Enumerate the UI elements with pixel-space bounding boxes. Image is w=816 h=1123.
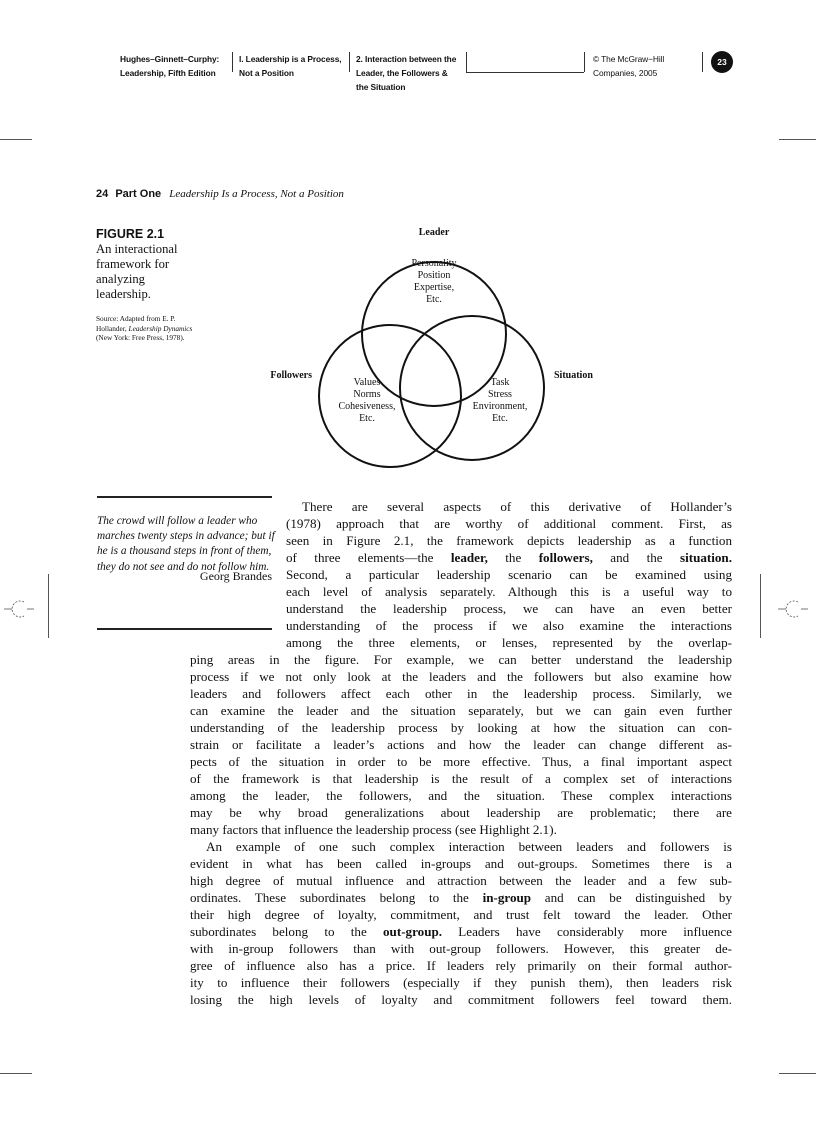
term-in-group: in-group [482, 890, 532, 905]
crop-mark [48, 574, 49, 638]
body-line: with in-group followers than with out-group followers. However, this greater de- [190, 941, 732, 956]
body-line: ity to influence their followers (especially if they punish them), then leaders risk [190, 975, 732, 990]
body-line: of three elements—the leader, the followers, and the situation. [286, 550, 732, 565]
body-line: An example of one such complex interaction between leaders and followers is [206, 839, 732, 854]
figure-source-prefix: Source: Adapted from E. P. Hollander, [96, 314, 176, 333]
body-line: may be why broad generalizations about leadership are problematic; there are [190, 805, 732, 820]
term-leader: leader, [450, 550, 488, 565]
leader-item: Position [417, 270, 451, 281]
figure-label: FIGURE 2.1 [96, 227, 165, 241]
followers-label: Followers [270, 370, 312, 381]
situation-item: Environment, [472, 401, 528, 412]
header-chapter: 2. Interaction between the Leader, the Followers & the Situation [356, 54, 457, 92]
leader-item: Etc. [426, 294, 442, 305]
running-head-page-number: 24 [96, 188, 109, 200]
header-copyright: © The McGraw−Hill Companies, 2005 [593, 54, 665, 78]
registration-mark-icon [4, 594, 34, 624]
body-line: can examine the leader and the situation separately, but we can gain even further [190, 703, 732, 718]
running-head-title: Leadership Is a Process, Not a Position [169, 188, 344, 200]
body-line: among the three elements, or lenses, represented by the overlap- [286, 635, 732, 650]
body-line: understanding of the leadership process by looking at how the situation can con- [190, 720, 732, 735]
crop-mark [0, 139, 32, 140]
body-line: subordinates belong to the out-group. Leaders have considerably more influence [190, 924, 732, 939]
followers-circle [319, 325, 461, 467]
header-book-title: Hughes–Ginnett–Curphy: Leadership, Fifth Edition [120, 54, 220, 78]
sidebar-quote: The crowd will follow a leader who marches twenty steps in advance; but if he is a thousand steps in front of them, they do not see and do not follow him. [97, 515, 275, 573]
term-followers: followers, [538, 550, 593, 565]
body-line: process if we not only look at the leaders and the followers but also examine how [190, 669, 732, 684]
body-line: There are several aspects of this derivative of Hollander’s [302, 499, 732, 514]
running-head-part: Part One [115, 188, 162, 200]
body-line: their high degree of loyalty, commitment, and trust felt toward the leader. Other [190, 907, 732, 922]
body-line: Second, a particular leadership scenario can be examined using [286, 567, 732, 582]
venn-diagram [260, 220, 610, 470]
figure-source [96, 314, 196, 343]
body-line: many factors that influence the leadership process (see Highlight 2.1). [190, 822, 557, 837]
body-line: each level of analysis separately. Although this is a useful way to [286, 584, 732, 599]
situation-item: Stress [488, 389, 512, 400]
registration-mark-icon [778, 594, 808, 624]
figure-source-suffix: (New York: Free Press, 1978). [96, 333, 185, 343]
body-line: of the framework is that leadership is the result of a complex set of interactions [190, 771, 732, 786]
body-line: strain or facilitate a leader’s actions and how the leader can change different as- [190, 737, 732, 752]
body-line: among the leader, the followers, and the situation. These complex interactions [190, 788, 732, 803]
header-divider [232, 52, 233, 72]
header-part: I. Leadership is a Process, Not a Position [239, 54, 342, 78]
body-line: ping areas in the figure. For example, we can better understand the leadership [190, 652, 732, 667]
running-head [96, 188, 344, 200]
quote-author: Georg Brandes [199, 569, 272, 583]
header-divider [466, 52, 467, 72]
situation-item: Etc. [492, 413, 508, 424]
body-line: losing the high levels of loyalty and commitment followers feel toward them. [190, 992, 732, 1007]
followers-item: Etc. [359, 413, 375, 424]
body-line: leaders and followers affect each other in the leadership process. Similarly, we [190, 686, 732, 701]
book-header [112, 52, 752, 98]
figure-source-title: Leadership Dynamics [128, 323, 193, 333]
body-line: (1978) approach that are worthy of additional comment. First, as [286, 516, 732, 531]
header-divider [349, 52, 350, 72]
header-rule [466, 72, 584, 73]
situation-item: Task [490, 377, 510, 388]
situation-circle [400, 316, 544, 460]
leader-item: Personality [411, 258, 457, 269]
crop-mark [779, 1073, 816, 1074]
crop-mark [760, 574, 761, 638]
body-line: understanding of the process if we also examine the interactions [286, 618, 732, 633]
quote-rule-top [97, 496, 272, 498]
term-out-group: out-group. [383, 924, 443, 939]
figure-caption: An interactional framework for analyzing leadership. [96, 242, 178, 301]
followers-item: Cohesiveness, [338, 401, 396, 412]
body-line: gree of influence also has a price. If leaders rely primarily on their formal author- [190, 958, 732, 973]
crop-mark [779, 139, 816, 140]
body-line: understand the leadership process, we can have an even better [286, 601, 732, 616]
situation-label: Situation [554, 370, 593, 381]
body-line: ordinates. These subordinates belong to the in-group and can be distinguished by [190, 890, 732, 905]
followers-item: Norms [353, 389, 381, 400]
leader-label: Leader [418, 227, 450, 238]
crop-mark [0, 1073, 32, 1074]
body-line: high degree of mutual influence and attraction between the leader and a few sub- [190, 873, 732, 888]
term-situation: situation. [679, 550, 732, 565]
body-line: evident in what has been called in-groups and out-groups. Sometimes there is a [190, 856, 732, 871]
header-divider [702, 52, 703, 72]
body-line: seen in Figure 2.1, the framework depicts leadership as a function [286, 533, 732, 548]
quote-rule-bottom [97, 628, 272, 630]
body-line: pects of the situation in order to be more effective. Thus, a final important aspect [190, 754, 732, 769]
followers-item: Values [353, 377, 381, 388]
header-divider [584, 52, 585, 72]
page-number-badge: 23 [711, 51, 733, 73]
leader-item: Expertise, [413, 282, 455, 293]
